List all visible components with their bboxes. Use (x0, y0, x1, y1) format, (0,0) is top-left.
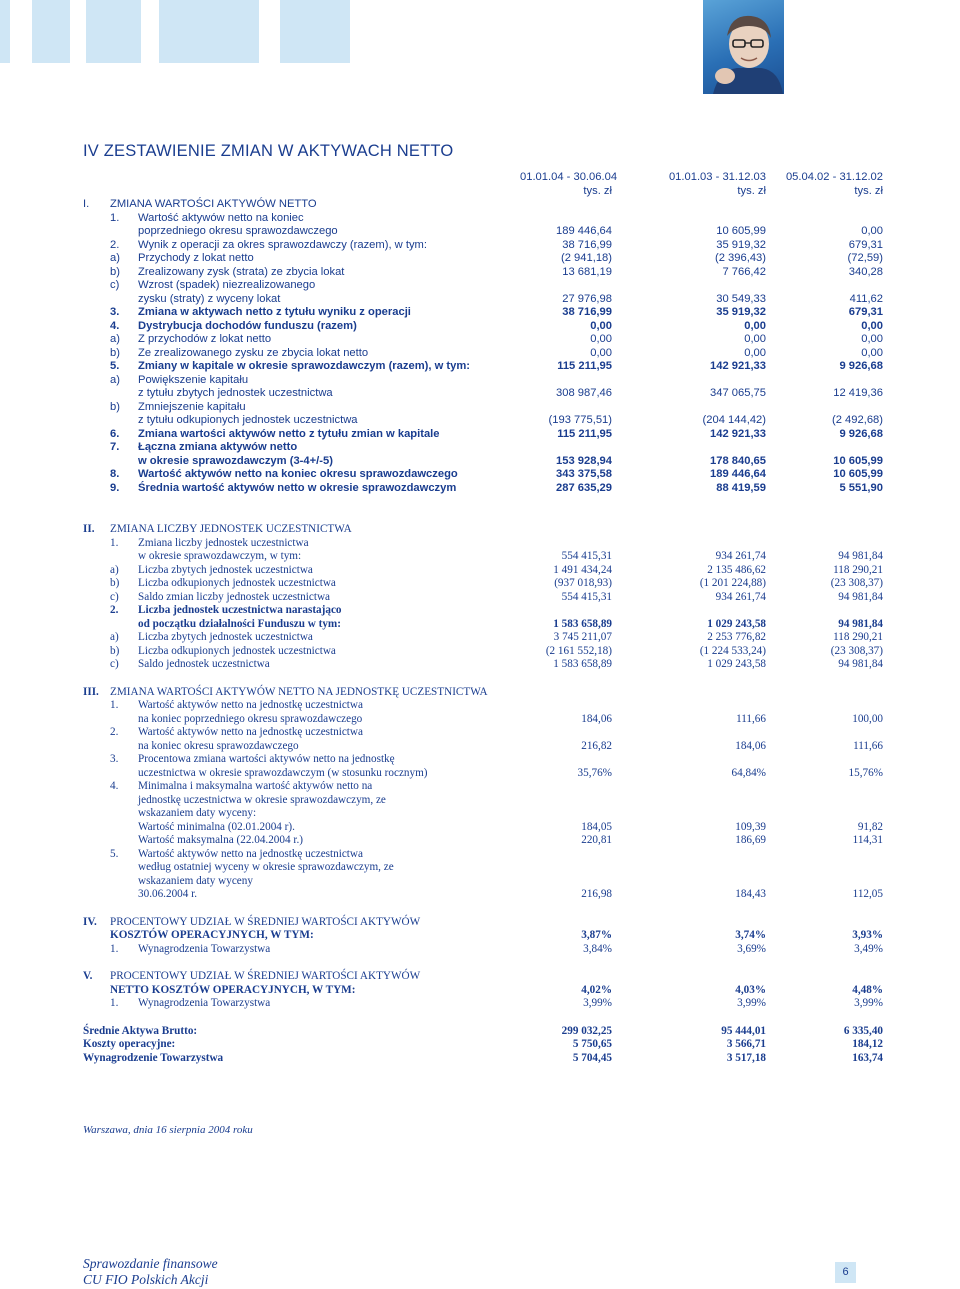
column-period: 05.04.02 - 31.12.02 (785, 171, 883, 183)
table-row: 3. Procentowa zmiana wartości aktywów netto na jednostkę (110, 753, 395, 765)
column-unit: tys. zł (737, 184, 766, 197)
table-row: 1. Zmiana liczby jednostek uczestnictwa (110, 536, 309, 549)
table-row: c) Wzrost (spadek) niezrealizowanego (110, 279, 316, 291)
table-row: 1. Wartość aktywów netto na koniec (110, 211, 304, 224)
table-row: w okresie sprawozdawczym (3-4+/-5) 153 928,94 178 840,65 10 605,99 (138, 454, 883, 467)
table-row: na koniec poprzedniego okresu sprawozdawczego 184,06 111,66 100,00 (138, 712, 883, 725)
table-row: a) Liczba zbytych jednostek uczestnictwa 1 491 434,24 2 135 486,62 118 290,21 (110, 563, 883, 576)
table-row: 2. Liczba jednostek uczestnictwa narastająco (110, 604, 342, 616)
table-row: a) Liczba zbytych jednostek uczestnictwa 3 745 211,07 2 253 776,82 118 290,21 (110, 631, 883, 643)
table-row: poprzedniego okresu sprawozdawczego 189 446,64 10 605,99 0,00 (138, 225, 883, 237)
signature-date: Warszawa, dnia 16 sierpnia 2004 roku (83, 1124, 253, 1136)
section-heading: III. ZMIANA WARTOŚCI AKTYWÓW NETTO NA JEDNOSTKĘ UCZESTNICTWA (83, 685, 488, 698)
header-decoration-bar (32, 0, 70, 63)
table-row: 8. Wartość aktywów netto na koniec okresu sprawozdawczego 343 375,58 189 446,64 10 605,99 (110, 468, 883, 480)
table-row: 1. Wynagrodzenia Towarzystwa 3,99% 3,99% 3,99% (110, 997, 883, 1009)
table-row: 2. Wynik z operacji za okres sprawozdawczy (razem), w tym: 38 716,99 35 919,32 679,31 (110, 238, 883, 251)
table-row: uczestnictwa w okresie sprawozdawczym (w stosunku rocznym) 35,76% 64,84% 15,76% (138, 766, 883, 779)
table-row: 4. Dystrybucja dochodów funduszu (razem) 0,00 0,00 0,00 (110, 319, 883, 332)
table-row: b) Liczba odkupionych jednostek uczestnictwa (2 161 552,18) (1 224 533,24) (23 308,37) (110, 644, 883, 657)
table-row: wskazaniem daty wyceny (138, 874, 253, 887)
table-row: 5. Wartość aktywów netto na jednostkę uczestnictwa (110, 847, 363, 860)
table-row: 2. Wartość aktywów netto na jednostkę uczestnictwa (110, 726, 363, 738)
table-row: na koniec okresu sprawozdawczego 216,82 184,06 111,66 (138, 739, 883, 752)
table-row: b) Liczba odkupionych jednostek uczestnictwa (937 018,93) (1 201 224,88) (23 308,37) (110, 577, 883, 589)
table-row: w okresie sprawozdawczym, w tym: 554 415,31 934 261,74 94 981,84 (138, 550, 883, 562)
table-row: 30.06.2004 r. 216,98 184,43 112,05 (138, 888, 883, 900)
table-row: 4. Minimalna i maksymalna wartość aktywów netto na (110, 780, 373, 792)
statement-table (83, 171, 883, 1065)
column-period: 01.01.04 - 30.06.04 (520, 171, 618, 183)
table-row: Wartość maksymalna (22.04.2004 r.) 220,81 186,69 114,31 (138, 834, 883, 846)
table-row: 6. Zmiana wartości aktywów netto z tytułu zmian w kapitale 115 211,95 142 921,33 9 926,68 (110, 427, 883, 440)
footer-fund-name: CU FIO Polskich Akcji (83, 1272, 209, 1287)
table-row: Wartość minimalna (02.01.2004 r). 184,05 109,39 91,82 (138, 820, 883, 833)
table-row: a) Powiększenie kapitału (110, 373, 249, 386)
table-row: z tytułu odkupionych jednostek uczestnictwa (193 775,51) (204 144,42) (2 492,68) (138, 414, 883, 426)
header-decoration-bar (159, 0, 259, 63)
header-decoration-bar (280, 0, 350, 63)
table-row: według ostatniej wyceny w okresie sprawozdawczym, ze (138, 861, 394, 873)
table-row: KOSZTÓW OPERACYJNYCH, W TYM: 3,87% 3,74% 3,93% (110, 929, 883, 941)
header-decoration-bar (0, 0, 10, 63)
header-decoration-bar (86, 0, 141, 63)
page-number: 6 (835, 1262, 856, 1283)
table-row: a) Przychody z lokat netto (2 941,18) (2 396,43) (72,59) (110, 252, 883, 264)
column-header-periods (83, 171, 883, 185)
footer (83, 1256, 218, 1288)
table-row: z tytułu zbytych jednostek uczestnictwa 308 987,46 347 065,75 12 419,36 (138, 387, 883, 399)
table-row: Koszty operacyjne: 5 750,65 3 566,71 184,12 (83, 1038, 883, 1050)
table-row: 3. Zmiana w aktywach netto z tytułu wyniku z operacji 38 716,99 35 919,32 679,31 (110, 306, 883, 318)
table-row: a) Z przychodów z lokat netto 0,00 0,00 0,00 (110, 333, 883, 345)
table-row: b) Zrealizowany zysk (strata) ze zbycia lokat 13 681,19 7 766,42 340,28 (110, 265, 883, 278)
column-unit: tys. zł (583, 184, 612, 197)
section-heading: II. ZMIANA LICZBY JEDNOSTEK UCZESTNICTWA (83, 523, 352, 535)
column-header-units (83, 184, 883, 199)
table-row: jednostkę uczestnictwa w okresie sprawozdawczym, ze (138, 793, 386, 806)
column-unit: tys. zł (854, 184, 883, 197)
table-row: 9. Średnia wartość aktywów netto w okresie sprawozdawczym 287 635,29 88 419,59 5 551,90 (110, 481, 883, 494)
table-row: wskazaniem daty wyceny: (138, 807, 257, 819)
portrait-illustration (703, 0, 784, 94)
table-row: b) Zmniejszenie kapitału (110, 400, 246, 413)
footer-report-name: Sprawozdanie finansowe (83, 1256, 218, 1271)
table-row: c) Saldo jednostek uczestnictwa 1 583 658,89 1 029 243,58 94 981,84 (110, 658, 883, 670)
table-row: 1. Wynagrodzenia Towarzystwa 3,84% 3,69% 3,49% (110, 942, 883, 955)
section-heading: I. ZMIANA WARTOŚCI AKTYWÓW NETTO (83, 198, 317, 210)
column-period: 01.01.03 - 31.12.03 (668, 171, 766, 183)
portrait-photo (703, 0, 784, 94)
table-row: c) Saldo zmian liczby jednostek uczestnictwa 554 415,31 934 261,74 94 981,84 (110, 590, 883, 603)
section-heading: V. PROCENTOWY UDZIAŁ W ŚREDNIEJ WARTOŚCI AKTYWÓW (83, 970, 421, 982)
table-row: NETTO KOSZTÓW OPERACYJNYCH, W TYM: 4,02% 4,03% 4,48% (110, 983, 883, 996)
table-row: 5. Zmiany w kapitale w okresie sprawozdawczym (razem), w tym: 115 211,95 142 921,33 9 926,68 (110, 360, 883, 372)
table-row: od początku działalności Funduszu w tym: 1 583 658,89 1 029 243,58 94 981,84 (138, 617, 883, 630)
table-row: 7. Łączna zmiana aktywów netto (110, 441, 298, 453)
table-row: b) Ze zrealizowanego zysku ze zbycia lokat netto 0,00 0,00 0,00 (110, 346, 883, 359)
table-row: zysku (straty) z wyceny lokat 27 976,98 30 549,33 411,62 (138, 292, 883, 305)
table-row: Wynagrodzenie Towarzystwa 5 704,45 3 517,18 163,74 (83, 1051, 883, 1064)
page-title: IV ZESTAWIENIE ZMIAN W AKTYWACH NETTO (83, 142, 454, 160)
table-row: 1. Wartość aktywów netto na jednostkę uczestnictwa (110, 699, 363, 711)
section-heading: IV. PROCENTOWY UDZIAŁ W ŚREDNIEJ WARTOŚCI AKTYWÓW (83, 915, 421, 928)
table-row: Średnie Aktywa Brutto: 299 032,25 95 444,01 6 335,40 (83, 1024, 883, 1037)
